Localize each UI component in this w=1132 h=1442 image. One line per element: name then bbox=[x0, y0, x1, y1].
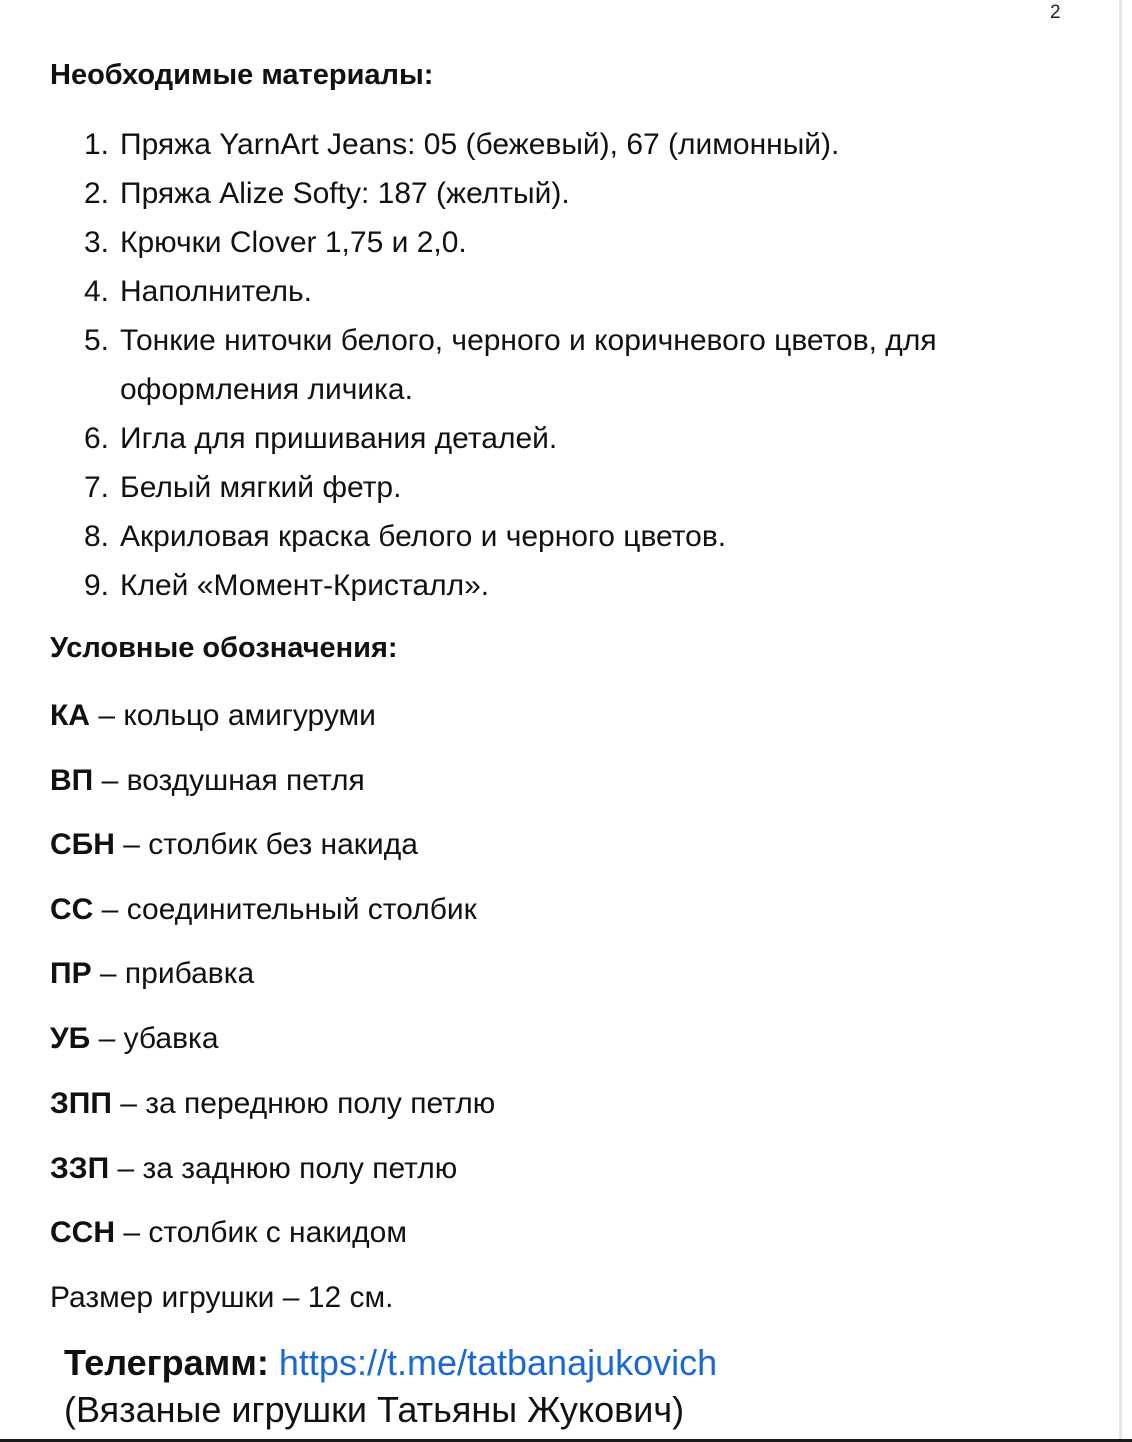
abbreviation-row bbox=[50, 761, 365, 801]
list-item-text: Белый мягкий фетр. bbox=[120, 471, 402, 504]
abbreviation-term: ЗПП bbox=[50, 1087, 112, 1120]
telegram-line bbox=[64, 1340, 717, 1386]
list-item bbox=[0, 218, 1100, 267]
abbreviation-term: СС bbox=[50, 893, 94, 926]
abbreviation-term: КА bbox=[50, 699, 90, 732]
abbreviation-row bbox=[50, 1019, 219, 1059]
list-item bbox=[0, 561, 1100, 610]
abbreviation-desc: – кольцо амигуруми bbox=[89, 699, 376, 732]
list-item bbox=[0, 316, 1100, 414]
abbreviation-desc: – воздушная петля bbox=[93, 764, 365, 797]
abbreviation-desc: – прибавка bbox=[91, 957, 255, 990]
list-item-text: Крючки Clover 1,75 и 2,0. bbox=[120, 226, 467, 259]
list-item-number: 3. bbox=[84, 226, 110, 259]
telegram-link[interactable]: https://t.me/tatbanajukovich bbox=[278, 1342, 718, 1383]
list-item-number: 7. bbox=[84, 471, 110, 504]
abbreviation-row bbox=[50, 1149, 457, 1189]
list-item bbox=[0, 512, 1100, 561]
page-edge-shadow bbox=[1119, 0, 1122, 1442]
abbreviation-term: ВП bbox=[50, 764, 94, 797]
materials-list bbox=[0, 120, 1100, 610]
abbreviation-row bbox=[50, 1213, 407, 1253]
list-item bbox=[0, 414, 1100, 463]
list-item-number: 2. bbox=[84, 177, 110, 210]
list-item-text: Акриловая краска белого и черного цветов. bbox=[120, 520, 727, 553]
abbreviation-row bbox=[50, 1084, 495, 1124]
list-item-number: 5. bbox=[84, 324, 110, 357]
telegram-label: Телеграмм: bbox=[64, 1342, 279, 1383]
abbreviation-term: УБ bbox=[50, 1022, 91, 1055]
abbreviation-row bbox=[50, 696, 376, 736]
abbreviation-term: ЗЗП bbox=[50, 1152, 110, 1185]
toy-size-text: Размер игрушки – 12 см. bbox=[50, 1281, 394, 1314]
list-item-number: 9. bbox=[84, 569, 110, 602]
materials-heading: Необходимые материалы: bbox=[50, 59, 434, 91]
list-item-text: Пряжа Alize Softy: 187 (желтый). bbox=[120, 177, 570, 210]
list-item bbox=[0, 463, 1100, 512]
list-item-number: 8. bbox=[84, 520, 110, 553]
abbreviations-heading: Условные обозначения: bbox=[50, 632, 398, 664]
author-caption: (Вязаные игрушки Татьяны Жукович) bbox=[64, 1389, 685, 1430]
list-item-number: 6. bbox=[84, 422, 110, 455]
abbreviation-term: ССН bbox=[50, 1216, 115, 1249]
abbreviation-row bbox=[50, 825, 418, 865]
abbreviation-desc: – убавка bbox=[90, 1022, 219, 1055]
abbreviation-desc: – за переднюю полу петлю bbox=[111, 1087, 496, 1120]
list-item-text: Тонкие ниточки белого, черного и коричневого цветов, для оформления личика. bbox=[120, 324, 937, 406]
abbreviation-term: СБН bbox=[50, 828, 115, 861]
list-item-text: Игла для пришивания деталей. bbox=[120, 422, 558, 455]
abbreviation-desc: – столбик с накидом bbox=[115, 1216, 407, 1249]
abbreviation-row bbox=[50, 954, 254, 994]
list-item bbox=[0, 267, 1100, 316]
list-item-text: Наполнитель. bbox=[120, 275, 313, 308]
list-item bbox=[0, 120, 1100, 169]
list-item-number: 4. bbox=[84, 275, 110, 308]
abbreviation-desc: – соединительный столбик bbox=[93, 893, 477, 926]
page-number: 2 bbox=[1050, 2, 1061, 23]
abbreviation-row bbox=[50, 890, 477, 930]
list-item bbox=[0, 169, 1100, 218]
abbreviation-term: ПР bbox=[50, 957, 92, 990]
list-item-text: Клей «Момент-Кристалл». bbox=[120, 569, 490, 602]
abbreviation-desc: – столбик без накида bbox=[114, 828, 418, 861]
list-item-text: Пряжа YarnArt Jeans: 05 (бежевый), 67 (лимонный). bbox=[120, 128, 840, 161]
abbreviation-desc: – за заднюю полу петлю bbox=[109, 1152, 458, 1185]
list-item-number: 1. bbox=[84, 128, 110, 161]
